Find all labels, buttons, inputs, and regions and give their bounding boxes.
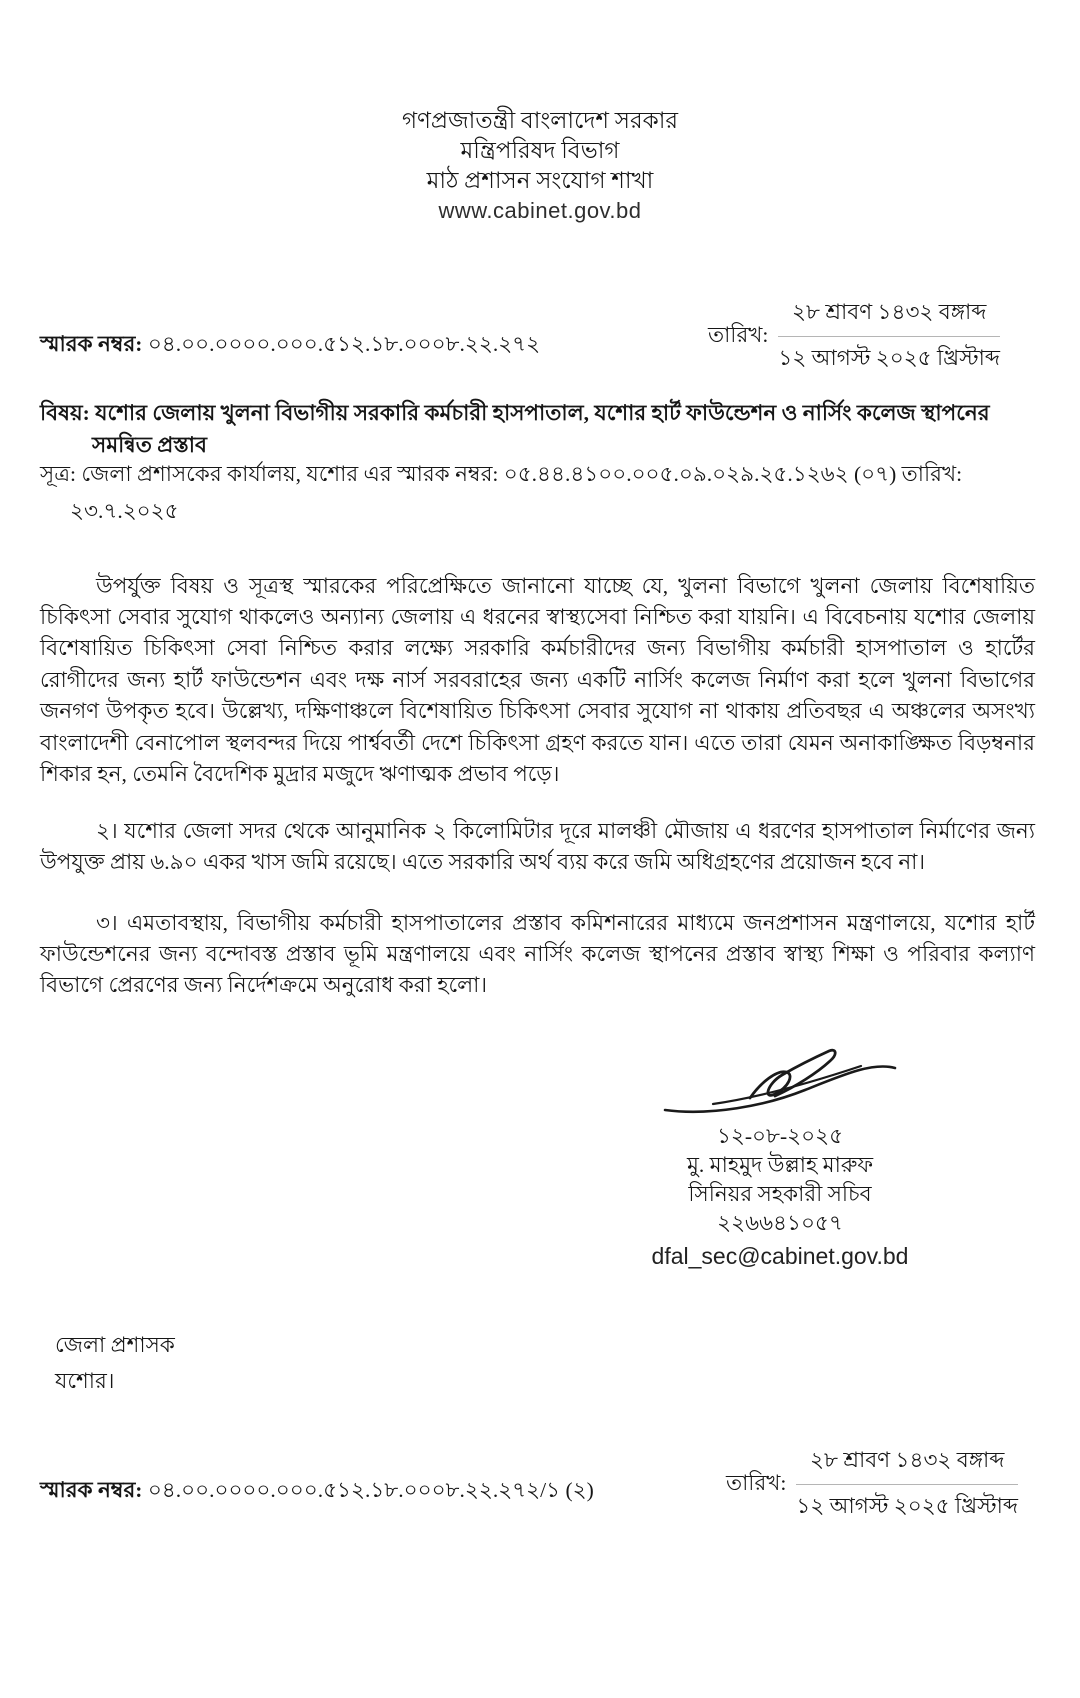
footer-date-fraction (796, 1444, 1018, 1526)
branch-name: মাঠ প্রশাসন সংযোগ শাখা (426, 168, 654, 193)
reference-line (40, 459, 1040, 526)
memo-number-line (40, 328, 540, 364)
date-label: তারিখ: (707, 323, 769, 347)
signature-image (655, 1036, 905, 1128)
reference-label: সূত্র: (40, 462, 76, 486)
body-paragraph-1: উপর্যুক্ত বিষয় ও সূত্রস্থ স্মারকের পরিপ্রেক্ষিতে জানানো যাচ্ছে যে, খুলনা বিভাগে খুলনা জেলায় বিশেষায়িত চিকিৎসা সেবার সুযোগ থাকলেও অন্যান্য জেলায় এ ধরনের স্বাস্থ্যসেবা নিশ্চিত করা যায়নি। এ বিবেচনায় যশোর জেলায় বিশেষায়িত চিকিৎসা সেবা নিশ্চিত করার লক্ষ্যে সরকারি কর্মচারীদের জন্য বিভাগীয় কর্মচারী হাসপাতাল ও হার্টের রোগীদের জন্য হার্ট ফাউন্ডেশন এবং দক্ষ নার্স সরবরাহের জন্য একটি নার্সিং কলেজ নির্মাণ করা হলে খুলনা বিভাগের জনগণ উপকৃত হবে। উল্লেখ্য, দক্ষিণাঞ্চলে বিশেষায়িত চিকিৎসা সেবার সুযোগ না থাকায় প্রতিবছর এ অঞ্চলের অসংখ্য বাংলাদেশী বেনাপোল স্থলবন্দর দিয়ে পার্শ্ববর্তী দেশে চিকিৎসা গ্রহণ করতে যান। এতে তারা যেমন অনাকাঙ্ক্ষিত বিড়ম্বনার শিকার হন, তেমনি বৈদেশিক মুদ্রার মজুদে ঋণাত্মক প্রভাব পড়ে। (40, 573, 1035, 786)
body-paragraph-3: ৩। এমতাবস্থায়, বিভাগীয় কর্মচারী হাসপাতালের প্রস্তাব কমিশনারের মাধ্যমে জনপ্রশাসন মন্ত্রণালয়ে, যশোর হার্ট ফাউন্ডেশনের জন্য বন্দোবস্ত প্রস্তাব ভূমি মন্ত্রণালয়ে এবং নার্সিং কলেজ স্থাপনের প্রস্তাব স্বাস্থ্য শিক্ষা ও পরিবার কল্যাণ বিভাগে প্রেরণের জন্য নির্দেশক্রমে অনুরোধ করা হলো। (40, 910, 1035, 998)
letterhead (0, 106, 1080, 226)
signatory-email: dfal_sec@cabinet.gov.bd (651, 1243, 909, 1269)
footer-memo-label: স্মারক নম্বর: (40, 1478, 143, 1502)
footer-date-label: তারিখ: (725, 1471, 787, 1495)
footer-date-bangla: ২৮ শ্রাবণ ১৪৩২ বঙ্গাব্দ (796, 1444, 1018, 1485)
reference-text: জেলা প্রশাসকের কার্যালয়, যশোর এর স্মারক নম্বর: ০৫.৪৪.৪১০০.০০৫.০৯.০২৯.২৫.১২৬২ (০৭) তারিখ: (81, 462, 963, 486)
date-block-bottom (726, 1444, 1018, 1526)
recipient-title: জেলা প্রশাসক (55, 1333, 175, 1357)
division-name: মন্ত্রিপরিষদ বিভাগ (460, 138, 620, 163)
signatory-name: মু. মাহমুদ উল্লাহ মারুফ (686, 1153, 874, 1177)
subject-line (40, 397, 1047, 461)
date-fraction (778, 296, 1000, 378)
footer-date-gregorian: ১২ আগস্ট ২০২৫ খ্রিস্টাব্দ (796, 1494, 1018, 1518)
memo-label: স্মারক নম্বর: (40, 332, 143, 356)
date-block-top (708, 296, 1000, 378)
signatory-designation: সিনিয়র সহকারী সচিব (688, 1182, 872, 1206)
recipient-block (55, 1327, 175, 1399)
footer-memo-number: ০৪.০০.০০০০.০০০.৫১২.১৮.০০০৮.২২.২৭২/১ (২) (147, 1478, 594, 1502)
signatory-phone: ২২৬৬৪১০৫৭ (717, 1211, 843, 1235)
government-name: গণপ্রজাতন্ত্রী বাংলাদেশ সরকার (401, 108, 679, 133)
signature-date: ১২-০৮-২০২৫ (716, 1124, 844, 1148)
date-bangla: ২৮ শ্রাবণ ১৪৩২ বঙ্গাব্দ (778, 296, 1000, 337)
subject-text: যশোর জেলায় খুলনা বিভাগীয় সরকারি কর্মচারী হাসপাতাল, যশোর হার্ট ফাউন্ডেশন ও নার্সিং কলেজ স্থাপনের সমন্বিত প্রস্তাব (92, 401, 990, 457)
recipient-district: যশোর। (55, 1369, 115, 1393)
website-link: www.cabinet.gov.bd (438, 198, 642, 223)
subject-label: বিষয়: (40, 401, 90, 425)
memo-number: ০৪.০০.০০০০.০০০.৫১২.১৮.০০০৮.২২.২৭২ (147, 332, 541, 356)
date-gregorian: ১২ আগস্ট ২০২৫ খ্রিস্টাব্দ (778, 346, 1000, 370)
body-paragraph-2: ২। যশোর জেলা সদর থেকে আনুমানিক ২ কিলোমিটার দূরে মালঞ্চী মৌজায় এ ধরণের হাসপাতাল নির্মাণের জন্য উপযুক্ত প্রায় ৬.৯০ একর খাস জমি রয়েছে। এতে সরকারি অর্থ ব্যয় করে জমি অধিগ্রহণের প্রয়োজন হবে না। (40, 818, 1035, 874)
signature-block (590, 1036, 970, 1270)
reference-date: ২৩.৭.২০২৫ (70, 499, 179, 523)
footer-memo-line (40, 1474, 594, 1510)
